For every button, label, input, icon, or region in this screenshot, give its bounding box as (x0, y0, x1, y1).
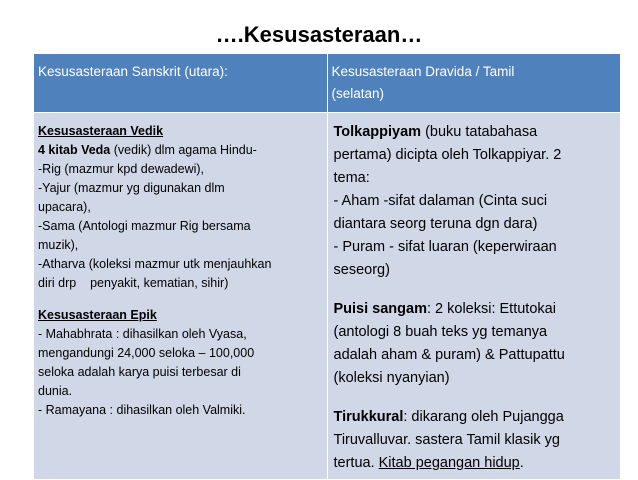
tirukkural-post: . (519, 455, 524, 471)
vedik-line: -Yajur (mazmur yg digunakan dlm (38, 181, 225, 195)
tolkappiyam-line: - Aham -sifat dalaman (Cinta suci (333, 193, 548, 209)
tolkappiyam-rest: (buku tatabahasa (421, 124, 538, 140)
epik-line: seloka adalah karya puisi terbesar di (38, 365, 241, 379)
tolkappiyam-bold: Tolkappiyam (333, 124, 422, 140)
vedik-line: muzik), (38, 238, 79, 252)
header-dravida-line1: Kesusasteraan Dravida / Tamil (331, 64, 515, 79)
slide-title: ….Kesusasteraan… (215, 22, 423, 47)
content-row (34, 113, 621, 480)
epik-line: dunia. (38, 384, 73, 398)
puisi-line: (antologi 8 buah teks yg temanya (333, 324, 548, 340)
vedik-lead-bold: 4 kitab Veda (38, 143, 111, 157)
vedik-line: diri drp penyakit, kematian, sihir) (38, 276, 229, 290)
tirukkural-last-line (334, 452, 617, 475)
tolkappiyam-lead (334, 121, 617, 144)
tirukkural-bold: Tirukkural (333, 409, 404, 425)
vedik-line: upacara), (38, 200, 91, 214)
tirukkural-lead (334, 406, 617, 429)
tolkappiyam-line: diantara seorg teruna dgn dara) (333, 216, 538, 232)
header-sanskrit-label: Kesusasteraan Sanskrit (utara): (38, 64, 228, 79)
comparison-table (33, 53, 621, 480)
puisi-lead (334, 298, 617, 321)
epik-line: - Mahabhrata : dihasilkan oleh Vyasa, (38, 327, 247, 341)
puisi-line: (koleksi nyanyian) (333, 370, 450, 386)
sanskrit-cell (34, 113, 328, 480)
tolkappiyam-line: seseorg) (333, 262, 390, 278)
puisi-bold: Puisi sangam (333, 301, 427, 317)
section-spacer (334, 390, 617, 406)
tolkappiyam-line: - Puram - sifat luaran (keperwiraan (333, 239, 557, 255)
tirukkural-pre: tertua. (333, 455, 379, 471)
tirukkural-line: Tiruvalluvar. sastera Tamil klasik yg (333, 432, 560, 448)
header-row (34, 54, 621, 113)
puisi-line: adalah aham & puram) & Pattupattu (333, 347, 565, 363)
vedik-lead (38, 141, 324, 160)
header-dravida (327, 54, 621, 113)
section-spacer (38, 293, 324, 306)
epik-line: mengandungi 24,000 seloka – 100,000 (38, 346, 255, 360)
vedik-line: -Sama (Antologi mazmur Rig bersama (38, 219, 251, 233)
vedik-line: -Atharva (koleksi mazmur utk menjauhkan (38, 257, 272, 271)
vedik-line: -Rig (mazmur kpd dewadewi), (38, 162, 205, 176)
tirukkural-rest: : dikarang oleh Pujangga (403, 409, 564, 425)
tolkappiyam-line: tema: (333, 170, 370, 186)
vedik-heading: Kesusasteraan Vedik (38, 124, 164, 138)
section-spacer (334, 282, 617, 298)
dravida-cell (327, 113, 621, 480)
header-dravida-line2: (selatan) (331, 86, 385, 101)
tirukkural-underlined: Kitab pegangan hidup (378, 455, 520, 471)
epik-heading: Kesusasteraan Epik (38, 308, 157, 322)
header-sanskrit (34, 54, 328, 113)
puisi-rest: : 2 koleksi: Ettutokai (426, 301, 556, 317)
vedik-lead-rest: (vedik) dlm agama Hindu- (110, 143, 257, 157)
epik-line: - Ramayana : dihasilkan oleh Valmiki. (38, 403, 246, 417)
tolkappiyam-line: pertama) dicipta oleh Tolkappiyar. 2 (333, 147, 562, 163)
